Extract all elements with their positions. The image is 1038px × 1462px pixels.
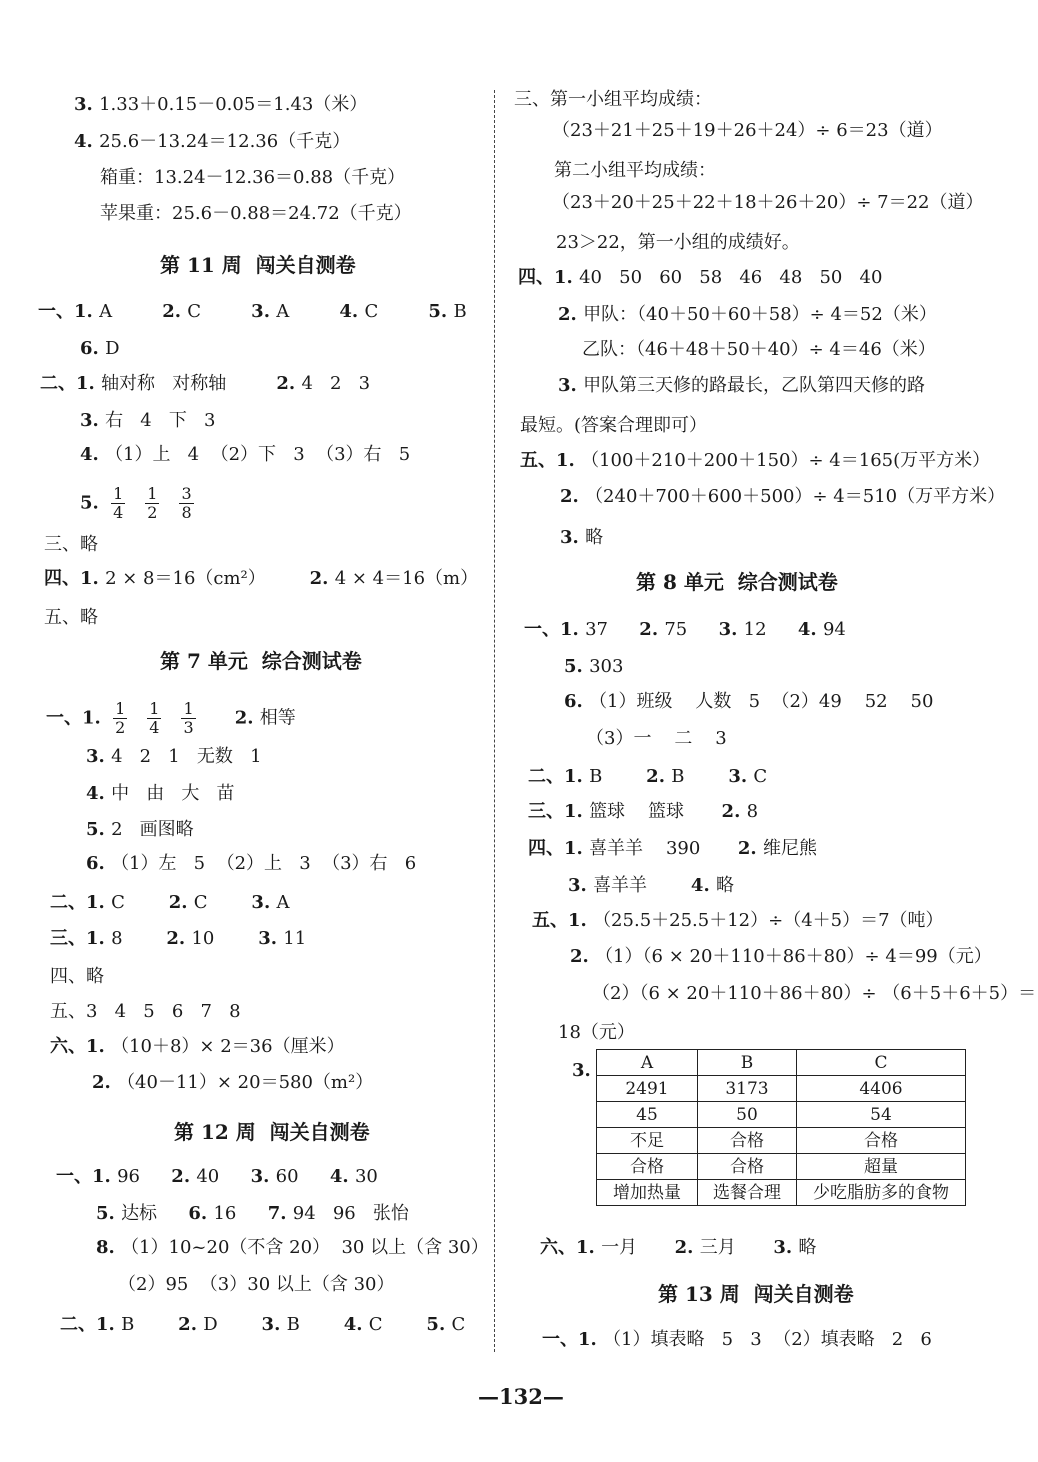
table-cell: A — [597, 1050, 698, 1076]
w11-sec2-5: 5. $\frac{1}{4}$ $\frac{1}{2}$ $\frac{3}{8}$ — [80, 484, 192, 522]
table-cell: B — [698, 1050, 797, 1076]
u8-sec2: 二、1. B 2. B 3. C — [528, 766, 768, 787]
u7-sec1-5: 5. 2 画图略 — [86, 819, 194, 840]
table-cell: 2491 — [597, 1076, 698, 1102]
w11-sec2-4: 4. （1）上 4 （2）下 3 （3）右 5 — [80, 444, 411, 465]
w11-sec3: 三、略 — [44, 534, 98, 555]
w12-sec1-5: 5. 达标 6. 16 7. 94 96 张怡 — [96, 1203, 409, 1224]
u8-sec5-2c: 18（元） — [558, 1022, 635, 1043]
table-cell: 合格 — [698, 1154, 797, 1180]
r-line2: （23＋21＋25＋19＋26＋24）÷ 6＝23（道） — [552, 120, 943, 141]
r-line1: 三、第一小组平均成绩： — [514, 89, 712, 110]
u7-sec5: 五、3 4 5 6 7 8 — [50, 1001, 241, 1022]
table-cell: 增加热量 — [597, 1180, 698, 1206]
heading-week11: 第 11 周 闯关自测卷 — [160, 253, 356, 277]
w12-sec1-1: 一、1. 96 2. 40 3. 60 4. 30 — [56, 1166, 378, 1187]
u8-sec5-1: 五、1. （25.5＋25.5＋12）÷（4＋5）＝7（吨） — [532, 910, 944, 931]
w12-sec1-8: 8. （1）10~20（不含 20） 30 以上（含 30） — [96, 1237, 489, 1258]
r-sec4-1: 四、1. 40 50 60 58 46 48 50 40 — [518, 267, 883, 288]
table-cell: 少吃脂肪多的食物 — [797, 1180, 966, 1206]
table-row — [597, 1154, 966, 1180]
u7-sec2: 二、1. C 2. C 3. A — [50, 892, 290, 913]
table-cell: 选餐合理 — [698, 1180, 797, 1206]
table-row — [597, 1128, 966, 1154]
table-cell: 超量 — [797, 1154, 966, 1180]
r-line4: （23＋20＋25＋22＋18＋26＋20）÷ 7＝22（道） — [552, 192, 984, 213]
u8-sec6: 六、1. 一月 2. 三月 3. 略 — [540, 1237, 817, 1258]
table-cell: 54 — [797, 1102, 966, 1128]
page-number: —132— — [478, 1384, 564, 1409]
u8-sec1-6: 6. （1）班级 人数 5 （2）49 52 50 — [564, 691, 934, 712]
w13-sec1-1: 一、1. （1）填表略 5 3 （2）填表略 2 6 — [542, 1329, 932, 1350]
w11-sec1-6: 6. D — [80, 338, 120, 359]
w11-sec1: 一、1. A 2. C 3. A 4. C 5. B — [38, 301, 467, 322]
r-line3: 第二小组平均成绩： — [554, 160, 716, 181]
table-row — [597, 1180, 966, 1206]
r-sec4-2b: 乙队：（46＋48＋50＋40）÷ 4＝46（米） — [582, 339, 936, 360]
w11-sec4: 四、1. 2 × 8＝16（cm²） 2. 4 × 4＝16（m） — [44, 568, 479, 589]
table-cell: 4406 — [797, 1076, 966, 1102]
u8-sec5-2: 2. （1）（6 × 20＋110＋86＋80）÷ 4＝99（元） — [570, 946, 992, 967]
u8-sec3: 三、1. 篮球 篮球 2. 8 — [528, 801, 759, 822]
w12-sec1-8b: （2）95 （3）30 以上（含 30） — [118, 1274, 395, 1295]
r-sec4-3b: 最短。(答案合理即可） — [520, 415, 708, 436]
table-cell: 不足 — [597, 1128, 698, 1154]
table-cell: 合格 — [597, 1154, 698, 1180]
u7-sec1-4: 4. 中 由 大 苗 — [86, 783, 235, 804]
heading-week12: 第 12 周 闯关自测卷 — [174, 1120, 370, 1144]
r-line5: 23＞22，第一小组的成绩好。 — [556, 232, 800, 253]
w11-sec2-1: 二、1. 轴对称 对称轴 2. 4 2 3 — [40, 373, 371, 394]
u8-sec4-1: 四、1. 喜羊羊 390 2. 维尼熊 — [528, 838, 817, 859]
w11-sec5: 五、略 — [44, 607, 98, 628]
column-divider — [494, 90, 495, 1352]
r-sec5-3: 3. 略 — [560, 527, 604, 548]
u7-sec1-1: 一、1. $\frac{1}{2}$ $\frac{1}{4}$ $\frac{1}{3}$ 2. 相等 — [46, 699, 296, 737]
table-cell: 3173 — [698, 1076, 797, 1102]
table-row — [597, 1102, 966, 1128]
line-l4: 苹果重：25.6－0.88＝24.72（千克） — [100, 203, 412, 224]
w11-sec2-3: 3. 右 4 下 3 — [80, 410, 216, 431]
r-sec4-3: 3. 甲队第三天修的路最长，乙队第四天修的路 — [558, 375, 926, 396]
table-row — [597, 1050, 966, 1076]
u8-sec5-2b: （2）（6 × 20＋110＋86＋80）÷ （6＋5＋6＋5）＝ — [592, 983, 1037, 1004]
u7-sec3: 三、1. 8 2. 10 3. 11 — [50, 928, 307, 949]
u8-sec1-5: 5. 303 — [564, 656, 624, 677]
line-l2: 4. 25.6－13.24＝12.36（千克） — [74, 131, 351, 152]
heading-week13: 第 13 周 闯关自测卷 — [658, 1282, 854, 1306]
line-l3: 箱重：13.24－12.36＝0.88（千克） — [100, 167, 406, 188]
u8-sec1-1: 一、1. 37 2. 75 3. 12 4. 94 — [524, 619, 846, 640]
table-cell: 合格 — [797, 1128, 966, 1154]
w12-sec2: 二、1. B 2. D 3. B 4. C 5. C — [60, 1314, 466, 1335]
u7-sec6-2: 2. （40－11）× 20＝580（m²） — [92, 1072, 374, 1093]
u7-sec1-3: 3. 4 2 1 无数 1 — [86, 746, 262, 767]
r-sec5-1: 五、1. （100＋210＋200＋150）÷ 4＝165(万平方米） — [520, 450, 991, 471]
r-sec5-2: 2. （240＋700＋600＋500）÷ 4＝510（万平方米） — [560, 486, 1006, 507]
table-cell: C — [797, 1050, 966, 1076]
table-row — [597, 1076, 966, 1102]
u7-sec4: 四、略 — [50, 966, 104, 987]
heading-unit7: 第 7 单元 综合测试卷 — [160, 649, 362, 673]
table-cell: 45 — [597, 1102, 698, 1128]
u8-sec4-3: 3. 喜羊羊 4. 略 — [568, 875, 734, 896]
u8-sec5-3-label: 3. — [572, 1060, 591, 1081]
line-l1: 3. 1.33＋0.15－0.05＝1.43（米） — [74, 94, 368, 115]
u7-sec1-6: 6. （1）左 5 （2）上 3 （3）右 6 — [86, 853, 417, 874]
table-cell: 合格 — [698, 1128, 797, 1154]
heading-unit8: 第 8 单元 综合测试卷 — [636, 570, 838, 594]
table-cell: 50 — [698, 1102, 797, 1128]
nutrition-table — [596, 1049, 966, 1206]
r-sec4-2: 2. 甲队：（40＋50＋60＋58）÷ 4＝52（米） — [558, 304, 937, 325]
u8-sec1-6b: （3）一 二 3 — [586, 728, 727, 749]
u7-sec6-1: 六、1. （10＋8）× 2＝36（厘米） — [50, 1036, 345, 1057]
